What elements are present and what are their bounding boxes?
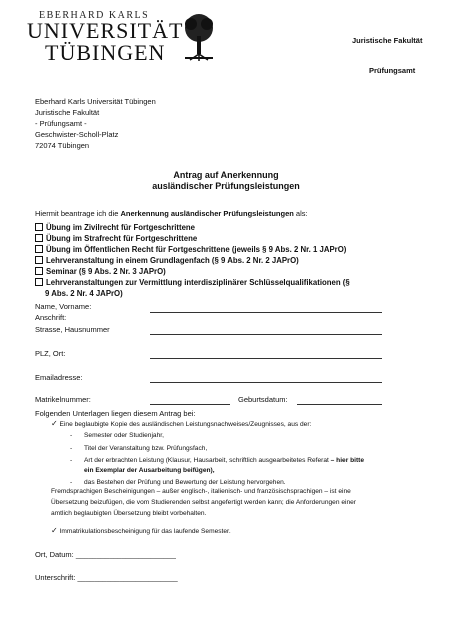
ort-datum-field[interactable]: Ort, Datum: ________________________	[35, 550, 176, 559]
doc-item-label: das Bestehen der Prüfung und Bewertung der Leistung hervorgehen.	[84, 479, 286, 487]
plz-input[interactable]	[150, 358, 382, 359]
address-line: Eberhard Karls Universität Tübingen	[35, 97, 156, 106]
name-label: Name, Vorname:	[35, 302, 92, 311]
doc-check-2[interactable]	[51, 526, 231, 537]
doc-item-bold: – hier bitte	[330, 457, 365, 465]
page-title: Antrag auf Anerkennung	[173, 170, 279, 180]
option-label: Übung im Zivilrecht für Fortgeschrittene	[46, 223, 196, 232]
option-label: Übung im Öffentlichen Recht für Fortgeschrittene (jeweils § 9 Abs. 2 Nr. 1 JAPrO)	[46, 245, 347, 254]
address-line: 72074 Tübingen	[35, 141, 90, 150]
address-line: - Prüfungsamt -	[35, 119, 87, 128]
option-seminar[interactable]	[35, 266, 435, 277]
doc-check-1-label: Eine beglaubigte Kopie des ausländischen Leistungsnachweises/Zeugnisses, aus der:	[59, 421, 312, 428]
faculty-label: Juristische Fakultät	[352, 36, 423, 45]
address-line: Juristische Fakultät	[35, 108, 100, 117]
tree-icon	[182, 12, 216, 62]
option-grundlagenfach[interactable]	[35, 255, 435, 266]
checkmark-icon: ✓	[51, 419, 58, 428]
checkbox-icon[interactable]	[35, 278, 43, 286]
matrikel-input[interactable]	[150, 404, 230, 405]
doc-item: - Art der erbrachten Leistung (Klausur, Hausarbeit, schriftlich ausgearbeitetes Referat – hier bitte	[70, 457, 365, 465]
option-zivilrecht[interactable]	[35, 222, 435, 233]
note-line: amtlich beglaubigten Übersetzung bleibt vorbehalten.	[51, 510, 207, 517]
doc-item-label: Titel der Veranstaltung bzw. Prüfungsfach,	[84, 444, 208, 452]
doc-item: - Titel der Veranstaltung bzw. Prüfungsfach,	[70, 444, 208, 452]
option-label: Seminar (§ 9 Abs. 2 Nr. 3 JAPrO)	[46, 267, 166, 276]
option-label-continued: 9 Abs. 2 Nr. 4 JAPrO)	[45, 289, 123, 298]
option-oeffentliches-recht[interactable]	[35, 244, 435, 255]
doc-check-1[interactable]	[51, 419, 311, 430]
email-input[interactable]	[150, 382, 382, 383]
logo-line-1: EBERHARD KARLS	[39, 10, 150, 21]
matrikel-label: Matrikelnummer:	[35, 395, 91, 404]
fremdsprachen-note	[51, 486, 441, 519]
doc-item-label: Art der erbrachten Leistung (Klausur, Hausarbeit, schriftlich ausgearbeitetes Referat	[84, 457, 329, 465]
university-logo	[27, 10, 207, 66]
doc-check-2-label: Immatrikulationsbescheinigung für das laufende Semester.	[59, 528, 231, 535]
anschrift-label: Anschrift:	[35, 313, 67, 322]
docs-heading: Folgenden Unterlagen liegen diesem Antrag bei:	[35, 409, 196, 418]
checkbox-icon[interactable]	[35, 245, 43, 253]
doc-items	[70, 431, 430, 488]
unterschrift-field[interactable]: Unterschrift: ________________________	[35, 573, 178, 582]
intro-suffix: als:	[293, 209, 308, 218]
intro-prefix: Hiermit beantrage ich die	[35, 209, 121, 218]
checkbox-icon[interactable]	[35, 256, 43, 264]
options-list	[35, 222, 435, 299]
option-label: Übung im Strafrecht für Fortgeschrittene	[46, 234, 198, 243]
geburtsdatum-input[interactable]	[297, 404, 382, 405]
doc-item-label: Semester oder Studienjahr,	[84, 432, 164, 439]
plz-label: PLZ, Ort:	[35, 349, 66, 358]
doc-item: - Semester oder Studienjahr,	[70, 432, 164, 439]
note-line: Fremdsprachigen Bescheinigungen – außer englisch-, italienisch- und französischsprachigen – ist eine	[51, 488, 351, 495]
option-schluesselqualifikationen[interactable]	[35, 277, 435, 288]
email-label: Emailadresse:	[35, 373, 83, 382]
option-label: Lehrveranstaltungen zur Vermittlung interdisziplinärer Schlüsselqualifikationen (§	[46, 278, 350, 287]
checkbox-icon[interactable]	[35, 223, 43, 231]
logo-line-2: UNIVERSITÄT	[27, 18, 184, 43]
geburtsdatum-label: Geburtsdatum:	[238, 395, 288, 404]
checkmark-icon: ✓	[51, 526, 58, 535]
checkbox-icon[interactable]	[35, 234, 43, 242]
intro-bold: Anerkennung ausländischer Prüfungsleistungen	[120, 209, 294, 218]
page-subtitle: ausländischer Prüfungsleistungen	[152, 181, 300, 191]
checkbox-icon[interactable]	[35, 267, 43, 275]
doc-item-bold-continued: ein Exemplar der Ausarbeitung beifügen),	[84, 466, 215, 474]
address-block	[35, 96, 156, 151]
logo-line-3: TÜBINGEN	[45, 40, 166, 65]
office-label: Prüfungsamt	[369, 66, 416, 75]
note-line: Übersetzung beizufügen, die vom Studierenden selbst angefertigt werden kann; die Anforderungen einer	[51, 499, 356, 506]
intro-text	[35, 208, 308, 219]
name-input[interactable]	[150, 312, 382, 313]
address-line: Geschwister-Scholl-Platz	[35, 130, 119, 139]
option-label: Lehrveranstaltung in einem Grundlagenfach (§ 9 Abs. 2 Nr. 2 JAPrO)	[46, 256, 299, 265]
option-strafrecht[interactable]	[35, 233, 435, 244]
doc-item: - das Bestehen der Prüfung und Bewertung der Leistung hervorgehen.	[70, 479, 286, 487]
strasse-input[interactable]	[150, 334, 382, 335]
strasse-label: Strasse, Hausnummer	[35, 325, 110, 334]
